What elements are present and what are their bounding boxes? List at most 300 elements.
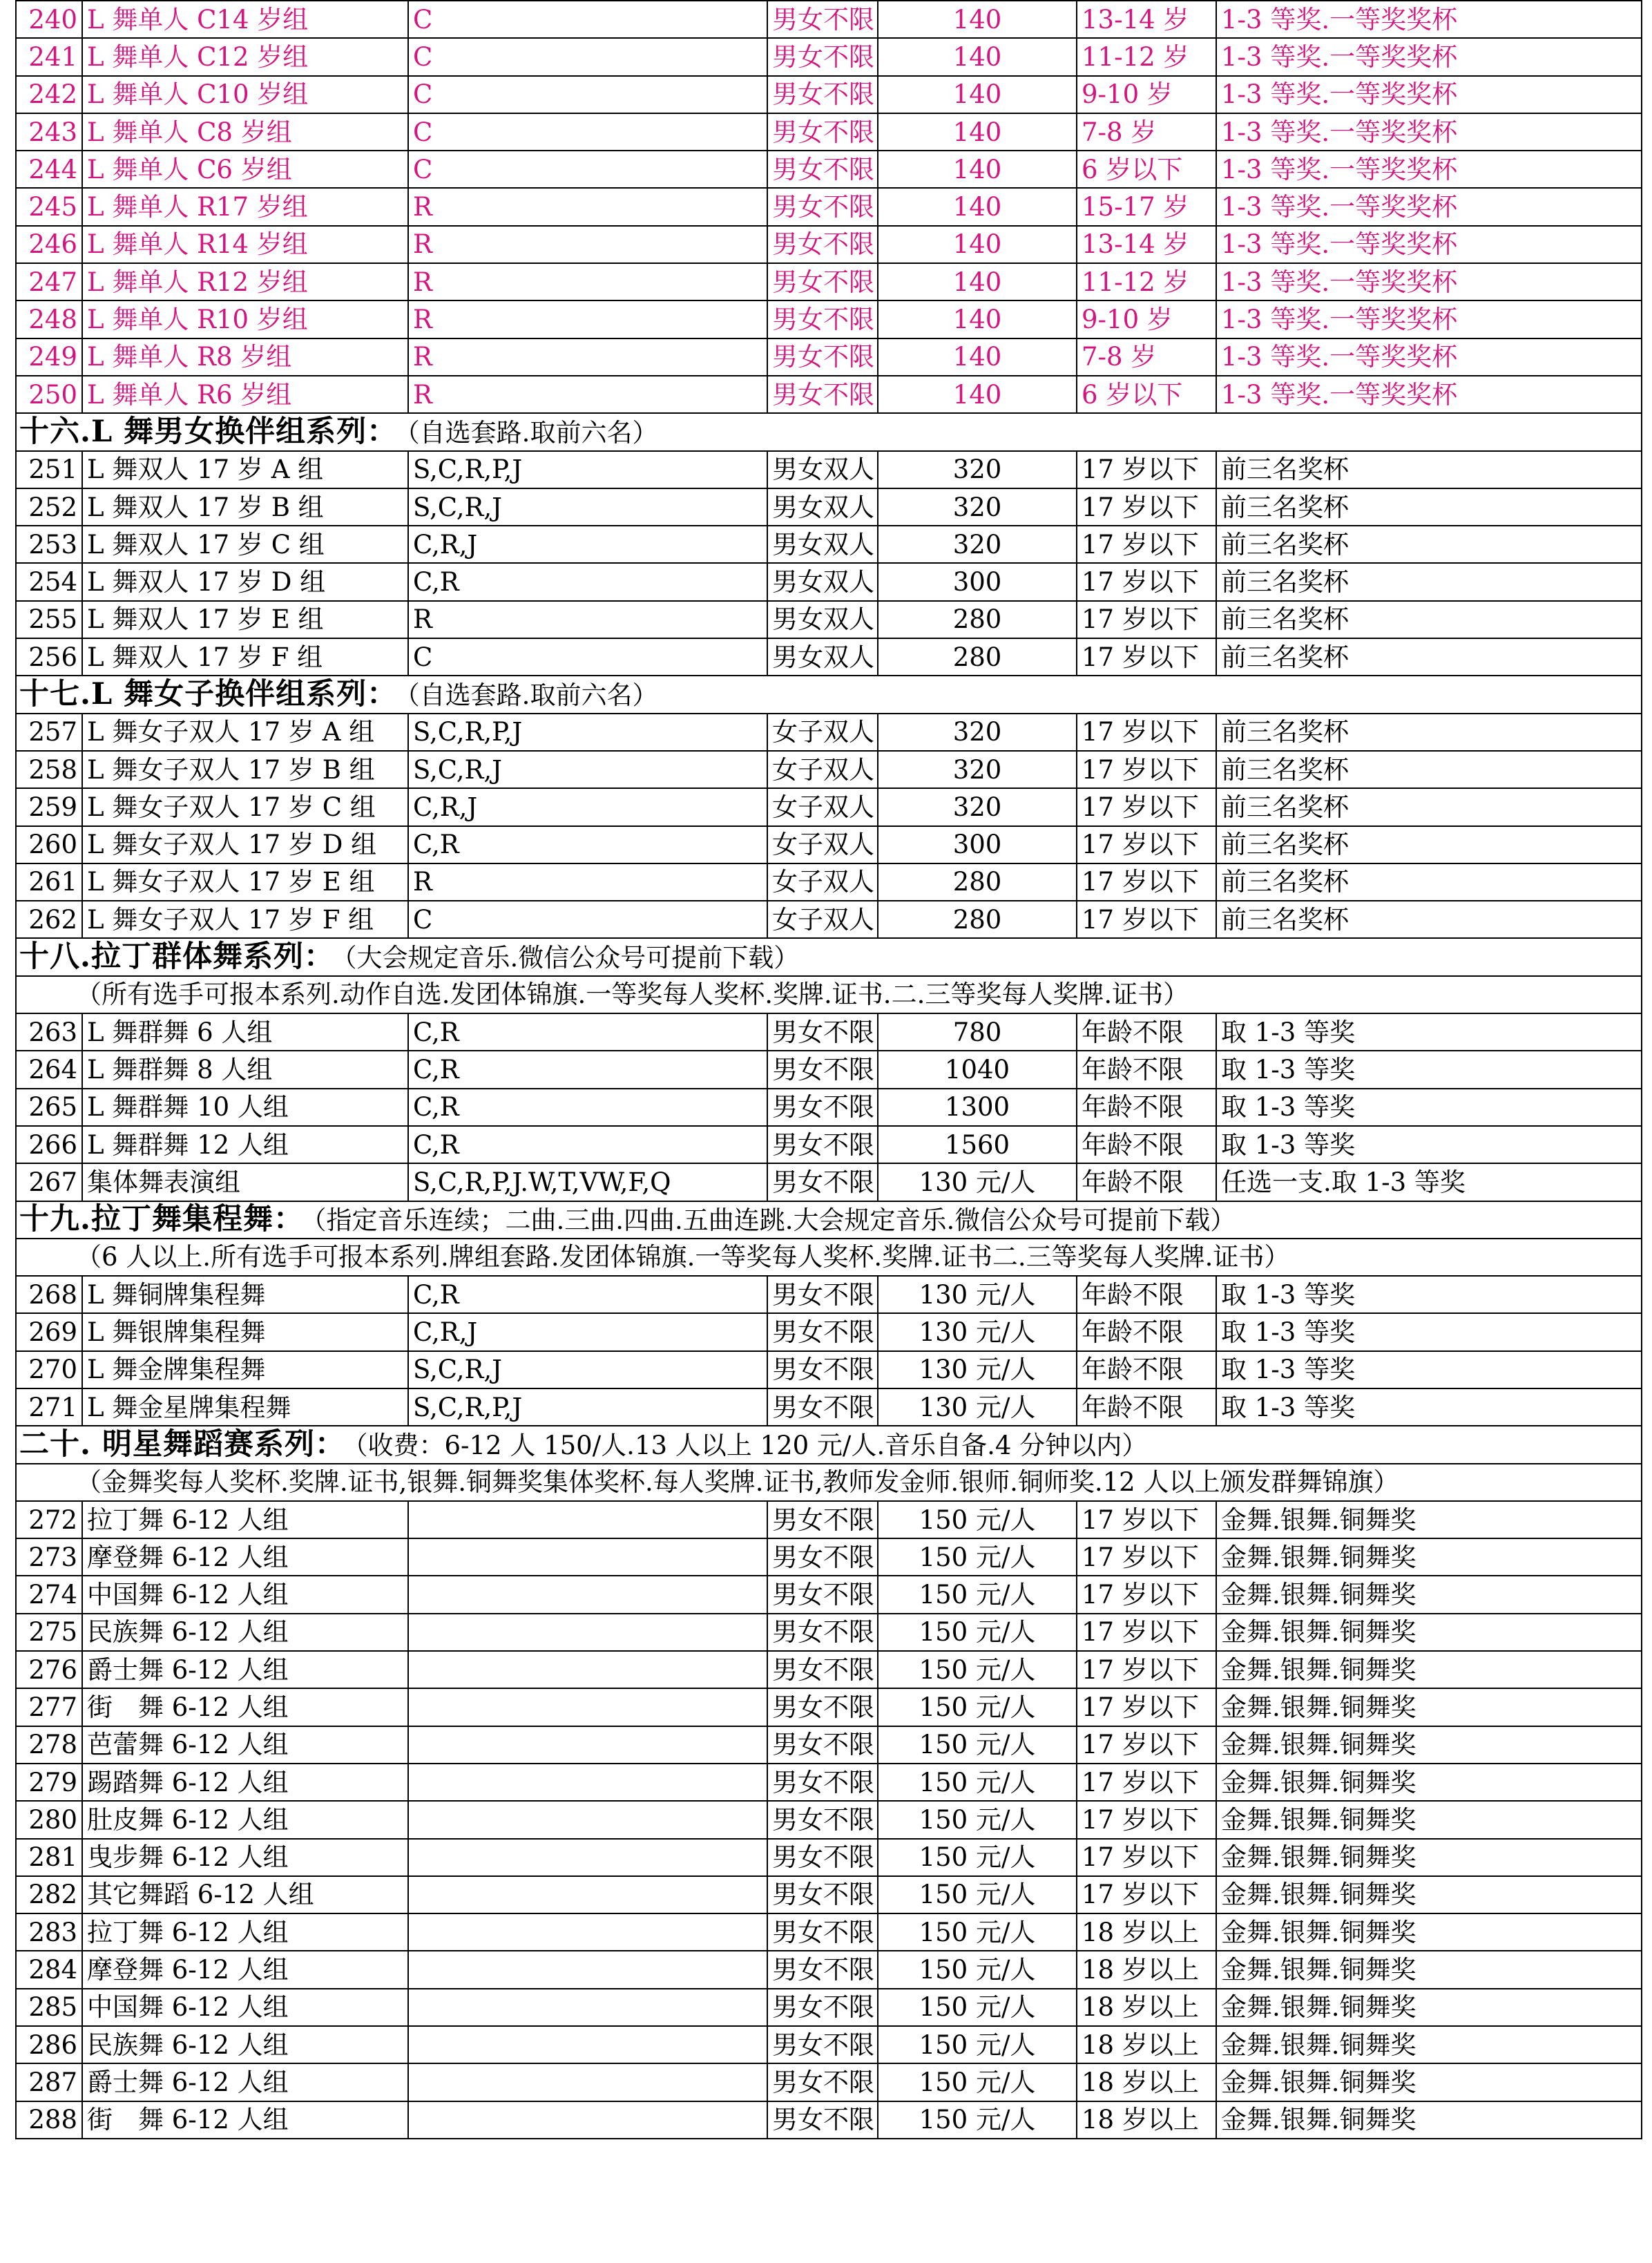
fee-cell: 140 <box>878 38 1077 75</box>
dance-codes-cell: C,R,J <box>408 526 767 563</box>
section-description: （自选套路.取前六名） <box>407 417 658 448</box>
dance-codes-cell <box>408 2063 767 2101</box>
fee-cell: 130 元/人 <box>878 1163 1077 1201</box>
dance-codes-cell <box>408 1538 767 1576</box>
award-cell: 1-3 等奖.一等奖奖杯 <box>1216 38 1642 75</box>
fee-cell: 150 元/人 <box>878 1614 1077 1651</box>
table-row <box>16 76 1642 113</box>
fee-cell: 300 <box>878 563 1077 600</box>
event-name-cell: L 舞单人 C12 岁组 <box>82 38 408 75</box>
fee-cell: 140 <box>878 1 1077 38</box>
dance-codes-cell <box>408 1764 767 1801</box>
event-table-body <box>16 1 1642 2139</box>
event-name-cell: 踢踏舞 6-12 人组 <box>82 1764 408 1801</box>
event-name-cell: L 舞双人 17 岁 A 组 <box>82 451 408 488</box>
fee-cell: 150 元/人 <box>878 1726 1077 1764</box>
dance-codes-cell: C <box>408 638 767 676</box>
event-number-cell: 282 <box>16 1876 82 1913</box>
event-number-cell: 272 <box>16 1501 82 1538</box>
event-number-cell: 268 <box>16 1276 82 1313</box>
event-number-cell: 270 <box>16 1351 82 1388</box>
age-group-cell: 年龄不限 <box>1077 1351 1216 1388</box>
fee-cell: 150 元/人 <box>878 1839 1077 1876</box>
event-name-cell: L 舞群舞 8 人组 <box>82 1051 408 1088</box>
table-row <box>16 1276 1642 1313</box>
table-row <box>16 1388 1642 1426</box>
age-group-cell: 17 岁以下 <box>1077 1538 1216 1576</box>
fee-cell: 150 元/人 <box>878 1989 1077 2026</box>
dance-codes-cell: R <box>408 300 767 338</box>
fee-cell: 150 元/人 <box>878 2026 1077 2063</box>
section-header-row <box>16 938 1642 975</box>
table-row <box>16 1614 1642 1651</box>
table-row <box>16 1913 1642 1951</box>
table-row <box>16 1538 1642 1576</box>
table-row <box>16 1013 1642 1051</box>
event-number-cell: 279 <box>16 1764 82 1801</box>
section-description: （收费：6-12 人 150/人.13 人以上 120 元/人.音乐自备.4 分钟以内） <box>354 1430 1148 1460</box>
fee-cell: 150 元/人 <box>878 1764 1077 1801</box>
fee-cell: 300 <box>878 826 1077 863</box>
award-cell: 1-3 等奖.一等奖奖杯 <box>1216 76 1642 113</box>
fee-cell: 150 元/人 <box>878 1576 1077 1613</box>
award-cell: 金舞.银舞.铜舞奖 <box>1216 2063 1642 2101</box>
age-group-cell: 6 岁以下 <box>1077 376 1216 413</box>
event-number-cell: 243 <box>16 113 82 151</box>
dance-codes-cell <box>408 1876 767 1913</box>
dance-codes-cell: S,C,R,P,J <box>408 714 767 751</box>
table-row <box>16 788 1642 825</box>
section-title: 十八.拉丁群体舞系列： <box>19 939 334 975</box>
fee-cell: 140 <box>878 113 1077 151</box>
age-group-cell: 17 岁以下 <box>1077 863 1216 901</box>
dance-codes-cell: C <box>408 1 767 38</box>
event-table <box>15 0 1642 2139</box>
table-row <box>16 1501 1642 1538</box>
age-group-cell: 17 岁以下 <box>1077 638 1216 676</box>
event-number-cell: 284 <box>16 1951 82 1988</box>
section-title: 二十. 明星舞蹈赛系列： <box>19 1426 345 1462</box>
event-name-cell: L 舞女子双人 17 岁 D 组 <box>82 826 408 863</box>
event-name-cell: 民族舞 6-12 人组 <box>82 2026 408 2063</box>
event-name-cell: 摩登舞 6-12 人组 <box>82 1538 408 1576</box>
section-description: （自选套路.取前六名） <box>407 680 658 710</box>
section-note-row <box>16 1239 1642 1276</box>
gender-cell: 男女不限 <box>767 1614 878 1651</box>
section-header <box>16 938 1642 975</box>
age-group-cell: 15-17 岁 <box>1077 188 1216 225</box>
award-cell: 前三名奖杯 <box>1216 451 1642 488</box>
event-number-cell: 269 <box>16 1313 82 1350</box>
table-row <box>16 901 1642 938</box>
fee-cell: 150 元/人 <box>878 2101 1077 2139</box>
table-row <box>16 1163 1642 1201</box>
event-name-cell: L 舞女子双人 17 岁 A 组 <box>82 714 408 751</box>
award-cell: 金舞.银舞.铜舞奖 <box>1216 1876 1642 1913</box>
section-title: 十六.L 舞男女换伴组系列： <box>19 414 398 449</box>
table-row <box>16 338 1642 376</box>
table-row <box>16 526 1642 563</box>
event-number-cell: 260 <box>16 826 82 863</box>
fee-cell: 150 元/人 <box>878 1951 1077 1988</box>
event-number-cell: 281 <box>16 1839 82 1876</box>
table-row <box>16 2063 1642 2101</box>
event-number-cell: 247 <box>16 263 82 300</box>
event-number-cell: 286 <box>16 2026 82 2063</box>
age-group-cell: 6 岁以下 <box>1077 151 1216 188</box>
table-row <box>16 263 1642 300</box>
age-group-cell: 17 岁以下 <box>1077 526 1216 563</box>
age-group-cell: 11-12 岁 <box>1077 38 1216 75</box>
gender-cell: 男女不限 <box>767 226 878 263</box>
age-group-cell: 17 岁以下 <box>1077 751 1216 788</box>
table-row <box>16 1051 1642 1088</box>
section-header <box>16 676 1642 713</box>
dance-codes-cell: R <box>408 188 767 225</box>
award-cell: 取 1-3 等奖 <box>1216 1089 1642 1126</box>
age-group-cell: 17 岁以下 <box>1077 1726 1216 1764</box>
event-number-cell: 262 <box>16 901 82 938</box>
event-name-cell: L 舞单人 R10 岁组 <box>82 300 408 338</box>
table-row <box>16 188 1642 225</box>
gender-cell: 男女双人 <box>767 488 878 526</box>
event-name-cell: 芭蕾舞 6-12 人组 <box>82 1726 408 1764</box>
table-row <box>16 38 1642 75</box>
age-group-cell: 17 岁以下 <box>1077 1801 1216 1838</box>
gender-cell: 男女不限 <box>767 1 878 38</box>
award-cell: 前三名奖杯 <box>1216 488 1642 526</box>
dance-codes-cell: C,R,J <box>408 1313 767 1350</box>
gender-cell: 男女不限 <box>767 1163 878 1201</box>
dance-codes-cell: C,R,J <box>408 788 767 825</box>
event-number-cell: 255 <box>16 601 82 638</box>
section-header-row <box>16 1426 1642 1463</box>
event-name-cell: 摩登舞 6-12 人组 <box>82 1951 408 1988</box>
event-name-cell: L 舞银牌集程舞 <box>82 1313 408 1350</box>
gender-cell: 男女不限 <box>767 338 878 376</box>
fee-cell: 140 <box>878 76 1077 113</box>
award-cell: 金舞.银舞.铜舞奖 <box>1216 1726 1642 1764</box>
table-row <box>16 488 1642 526</box>
award-cell: 前三名奖杯 <box>1216 638 1642 676</box>
gender-cell: 男女不限 <box>767 1764 878 1801</box>
gender-cell: 女子双人 <box>767 714 878 751</box>
table-row <box>16 2101 1642 2139</box>
fee-cell: 280 <box>878 601 1077 638</box>
age-group-cell: 17 岁以下 <box>1077 901 1216 938</box>
age-group-cell: 11-12 岁 <box>1077 263 1216 300</box>
dance-codes-cell <box>408 1614 767 1651</box>
gender-cell: 男女不限 <box>767 300 878 338</box>
fee-cell: 320 <box>878 451 1077 488</box>
age-group-cell: 18 岁以上 <box>1077 2026 1216 2063</box>
table-row <box>16 1726 1642 1764</box>
fee-cell: 780 <box>878 1013 1077 1051</box>
award-cell: 金舞.银舞.铜舞奖 <box>1216 1989 1642 2026</box>
event-number-cell: 280 <box>16 1801 82 1838</box>
age-group-cell: 13-14 岁 <box>1077 1 1216 38</box>
dance-codes-cell <box>408 1576 767 1613</box>
dance-codes-cell: C <box>408 151 767 188</box>
gender-cell: 男女不限 <box>767 76 878 113</box>
gender-cell: 男女不限 <box>767 1388 878 1426</box>
fee-cell: 280 <box>878 863 1077 901</box>
gender-cell: 男女不限 <box>767 2101 878 2139</box>
event-number-cell: 241 <box>16 38 82 75</box>
age-group-cell: 17 岁以下 <box>1077 601 1216 638</box>
table-row <box>16 1351 1642 1388</box>
age-group-cell: 17 岁以下 <box>1077 1501 1216 1538</box>
event-name-cell: 拉丁舞 6-12 人组 <box>82 1913 408 1951</box>
table-row <box>16 563 1642 600</box>
fee-cell: 320 <box>878 714 1077 751</box>
award-cell: 前三名奖杯 <box>1216 563 1642 600</box>
event-number-cell: 258 <box>16 751 82 788</box>
age-group-cell: 年龄不限 <box>1077 1163 1216 1201</box>
dance-codes-cell: C,R <box>408 1013 767 1051</box>
gender-cell: 男女不限 <box>767 1726 878 1764</box>
award-cell: 1-3 等奖.一等奖奖杯 <box>1216 376 1642 413</box>
event-number-cell: 242 <box>16 76 82 113</box>
event-name-cell: 爵士舞 6-12 人组 <box>82 1651 408 1688</box>
event-number-cell: 271 <box>16 1388 82 1426</box>
age-group-cell: 年龄不限 <box>1077 1276 1216 1313</box>
age-group-cell: 年龄不限 <box>1077 1388 1216 1426</box>
award-cell: 前三名奖杯 <box>1216 526 1642 563</box>
fee-cell: 1300 <box>878 1089 1077 1126</box>
gender-cell: 男女不限 <box>767 2026 878 2063</box>
event-name-cell: L 舞女子双人 17 岁 E 组 <box>82 863 408 901</box>
fee-cell: 150 元/人 <box>878 1876 1077 1913</box>
dance-codes-cell <box>408 2101 767 2139</box>
table-row <box>16 863 1642 901</box>
dance-codes-cell: S,C,R,J <box>408 751 767 788</box>
gender-cell: 男女不限 <box>767 38 878 75</box>
fee-cell: 140 <box>878 188 1077 225</box>
section-note-row <box>16 976 1642 1013</box>
fee-cell: 140 <box>878 263 1077 300</box>
award-cell: 取 1-3 等奖 <box>1216 1313 1642 1350</box>
dance-codes-cell: S,C,R,J <box>408 488 767 526</box>
table-row <box>16 1313 1642 1350</box>
event-name-cell: L 舞群舞 6 人组 <box>82 1013 408 1051</box>
dance-codes-cell: C,R <box>408 1126 767 1163</box>
dance-codes-cell: S,C,R,P,J <box>408 451 767 488</box>
age-group-cell: 17 岁以下 <box>1077 1839 1216 1876</box>
gender-cell: 男女双人 <box>767 451 878 488</box>
event-number-cell: 244 <box>16 151 82 188</box>
gender-cell: 男女不限 <box>767 1351 878 1388</box>
table-row <box>16 1989 1642 2026</box>
table-row <box>16 113 1642 151</box>
event-number-cell: 266 <box>16 1126 82 1163</box>
section-header-row <box>16 1201 1642 1239</box>
fee-cell: 150 元/人 <box>878 1801 1077 1838</box>
award-cell: 1-3 等奖.一等奖奖杯 <box>1216 1 1642 38</box>
gender-cell: 男女不限 <box>767 1839 878 1876</box>
table-row <box>16 1089 1642 1126</box>
dance-codes-cell: C <box>408 76 767 113</box>
table-row <box>16 1876 1642 1913</box>
event-number-cell: 253 <box>16 526 82 563</box>
section-description: （指定音乐连续；二曲.三曲.四曲.五曲连跳.大会规定音乐.微信公众号可提前下载） <box>313 1205 1236 1236</box>
award-cell: 金舞.银舞.铜舞奖 <box>1216 1576 1642 1613</box>
event-number-cell: 259 <box>16 788 82 825</box>
age-group-cell: 18 岁以上 <box>1077 1989 1216 2026</box>
event-name-cell: L 舞单人 C10 岁组 <box>82 76 408 113</box>
age-group-cell: 17 岁以下 <box>1077 1876 1216 1913</box>
event-number-cell: 285 <box>16 1989 82 2026</box>
gender-cell: 女子双人 <box>767 863 878 901</box>
gender-cell: 男女不限 <box>767 1876 878 1913</box>
section-note-row <box>16 1464 1642 1501</box>
table-row <box>16 751 1642 788</box>
fee-cell: 1560 <box>878 1126 1077 1163</box>
age-group-cell: 17 岁以下 <box>1077 1688 1216 1726</box>
table-row <box>16 1651 1642 1688</box>
section-title: 十七.L 舞女子换伴组系列： <box>19 676 398 712</box>
fee-cell: 130 元/人 <box>878 1351 1077 1388</box>
table-row <box>16 151 1642 188</box>
dance-codes-cell: C,R <box>408 1276 767 1313</box>
dance-codes-cell <box>408 1651 767 1688</box>
gender-cell: 女子双人 <box>767 901 878 938</box>
fee-cell: 150 元/人 <box>878 1913 1077 1951</box>
award-cell: 取 1-3 等奖 <box>1216 1013 1642 1051</box>
fee-cell: 140 <box>878 376 1077 413</box>
gender-cell: 男女不限 <box>767 113 878 151</box>
age-group-cell: 9-10 岁 <box>1077 300 1216 338</box>
award-cell: 金舞.银舞.铜舞奖 <box>1216 1501 1642 1538</box>
age-group-cell: 年龄不限 <box>1077 1313 1216 1350</box>
award-cell: 金舞.银舞.铜舞奖 <box>1216 1951 1642 1988</box>
gender-cell: 男女不限 <box>767 1126 878 1163</box>
gender-cell: 男女不限 <box>767 1651 878 1688</box>
award-cell: 金舞.银舞.铜舞奖 <box>1216 1688 1642 1726</box>
award-cell: 金舞.银舞.铜舞奖 <box>1216 1538 1642 1576</box>
gender-cell: 男女不限 <box>767 1276 878 1313</box>
table-row <box>16 451 1642 488</box>
dance-codes-cell: R <box>408 263 767 300</box>
fee-cell: 130 元/人 <box>878 1313 1077 1350</box>
dance-codes-cell <box>408 1726 767 1764</box>
event-number-cell: 248 <box>16 300 82 338</box>
event-name-cell: 肚皮舞 6-12 人组 <box>82 1801 408 1838</box>
award-cell: 前三名奖杯 <box>1216 826 1642 863</box>
award-cell: 金舞.银舞.铜舞奖 <box>1216 1614 1642 1651</box>
fee-cell: 320 <box>878 526 1077 563</box>
fee-cell: 320 <box>878 488 1077 526</box>
age-group-cell: 7-8 岁 <box>1077 338 1216 376</box>
dance-codes-cell: C <box>408 38 767 75</box>
dance-codes-cell: R <box>408 338 767 376</box>
gender-cell: 男女不限 <box>767 151 878 188</box>
fee-cell: 130 元/人 <box>878 1388 1077 1426</box>
age-group-cell: 17 岁以下 <box>1077 563 1216 600</box>
award-cell: 1-3 等奖.一等奖奖杯 <box>1216 263 1642 300</box>
dance-codes-cell: R <box>408 601 767 638</box>
event-name-cell: L 舞女子双人 17 岁 B 组 <box>82 751 408 788</box>
gender-cell: 男女不限 <box>767 1538 878 1576</box>
age-group-cell: 年龄不限 <box>1077 1013 1216 1051</box>
event-number-cell: 261 <box>16 863 82 901</box>
award-cell: 前三名奖杯 <box>1216 901 1642 938</box>
gender-cell: 男女不限 <box>767 2063 878 2101</box>
gender-cell: 男女不限 <box>767 1576 878 1613</box>
event-number-cell: 246 <box>16 226 82 263</box>
section-header <box>16 413 1642 450</box>
section-note: （所有选手可报本系列.动作自选.发团体锦旗.一等奖每人奖杯.奖牌.证书.二.三等奖每人奖牌.证书） <box>16 976 1642 1013</box>
fee-cell: 150 元/人 <box>878 1651 1077 1688</box>
table-row <box>16 1688 1642 1726</box>
award-cell: 金舞.银舞.铜舞奖 <box>1216 2026 1642 2063</box>
gender-cell: 男女不限 <box>767 1801 878 1838</box>
event-name-cell: 爵士舞 6-12 人组 <box>82 2063 408 2101</box>
table-row <box>16 1764 1642 1801</box>
event-name-cell: L 舞单人 R6 岁组 <box>82 376 408 413</box>
fee-cell: 150 元/人 <box>878 1538 1077 1576</box>
age-group-cell: 17 岁以下 <box>1077 788 1216 825</box>
event-name-cell: L 舞单人 C8 岁组 <box>82 113 408 151</box>
award-cell: 前三名奖杯 <box>1216 714 1642 751</box>
fee-cell: 280 <box>878 638 1077 676</box>
age-group-cell: 7-8 岁 <box>1077 113 1216 151</box>
table-row <box>16 714 1642 751</box>
event-name-cell: 街 舞 6-12 人组 <box>82 2101 408 2139</box>
event-name-cell: L 舞双人 17 岁 F 组 <box>82 638 408 676</box>
event-name-cell: L 舞铜牌集程舞 <box>82 1276 408 1313</box>
gender-cell: 女子双人 <box>767 826 878 863</box>
table-row <box>16 1576 1642 1613</box>
table-row <box>16 2026 1642 2063</box>
gender-cell: 男女不限 <box>767 1913 878 1951</box>
section-note: （6 人以上.所有选手可报本系列.牌组套路.发团体锦旗.一等奖每人奖杯.奖牌.证书二.三等奖每人奖牌.证书） <box>16 1239 1642 1276</box>
age-group-cell: 17 岁以下 <box>1077 1614 1216 1651</box>
dance-codes-cell <box>408 1839 767 1876</box>
award-cell: 取 1-3 等奖 <box>1216 1126 1642 1163</box>
event-number-cell: 265 <box>16 1089 82 1126</box>
event-number-cell: 264 <box>16 1051 82 1088</box>
dance-codes-cell <box>408 2026 767 2063</box>
award-cell: 前三名奖杯 <box>1216 863 1642 901</box>
event-number-cell: 256 <box>16 638 82 676</box>
age-group-cell: 17 岁以下 <box>1077 451 1216 488</box>
event-name-cell: L 舞单人 R14 岁组 <box>82 226 408 263</box>
gender-cell: 男女不限 <box>767 1951 878 1988</box>
award-cell: 金舞.银舞.铜舞奖 <box>1216 1801 1642 1838</box>
table-row <box>16 1801 1642 1838</box>
age-group-cell: 18 岁以上 <box>1077 2101 1216 2139</box>
award-cell: 1-3 等奖.一等奖奖杯 <box>1216 188 1642 225</box>
section-header <box>16 1201 1642 1239</box>
fee-cell: 150 元/人 <box>878 1688 1077 1726</box>
age-group-cell: 17 岁以下 <box>1077 1764 1216 1801</box>
award-cell: 取 1-3 等奖 <box>1216 1388 1642 1426</box>
gender-cell: 男女不限 <box>767 1313 878 1350</box>
award-cell: 1-3 等奖.一等奖奖杯 <box>1216 226 1642 263</box>
gender-cell: 男女双人 <box>767 526 878 563</box>
table-row <box>16 1839 1642 1876</box>
dance-codes-cell: R <box>408 376 767 413</box>
section-header-row <box>16 676 1642 713</box>
dance-codes-cell: R <box>408 863 767 901</box>
section-header-row <box>16 413 1642 450</box>
gender-cell: 男女不限 <box>767 376 878 413</box>
dance-codes-cell <box>408 1688 767 1726</box>
dance-codes-cell: C <box>408 901 767 938</box>
gender-cell: 男女不限 <box>767 1688 878 1726</box>
gender-cell: 男女双人 <box>767 638 878 676</box>
